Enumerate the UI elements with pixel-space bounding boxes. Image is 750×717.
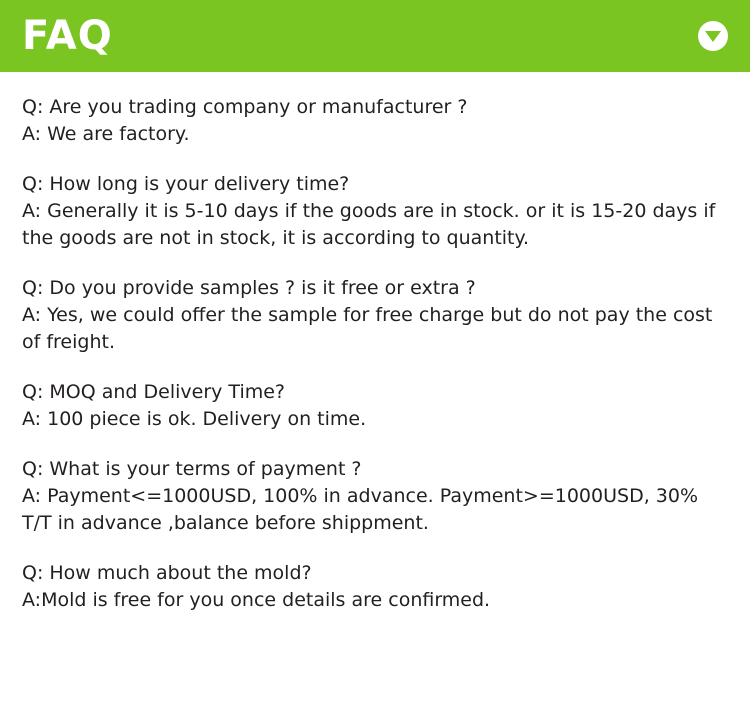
faq-answer: A: Generally it is 5-10 days if the goods are in stock. or it is 15-20 days if the goods are not in stock, it is according to quantity.: [22, 199, 716, 249]
faq-answer: A: 100 piece is ok. Delivery on time.: [22, 407, 367, 430]
faq-item: [22, 171, 730, 252]
faq-answer: A:Mold is free for you once details are confirmed.: [22, 588, 491, 611]
faq-question: Q: How much about the mold?: [22, 561, 312, 584]
faq-item: [22, 94, 730, 148]
faq-header: [0, 0, 750, 72]
faq-item: [22, 456, 730, 537]
faq-answer: A: Payment<=1000USD, 100% in advance. Payment>=1000USD, 30% T/T in advance ,balance before shippment.: [22, 484, 699, 534]
triangle-down-glyph: [705, 31, 721, 42]
triangle-down-icon: [698, 21, 728, 51]
faq-item: [22, 379, 730, 433]
faq-answer: A: We are factory.: [22, 122, 190, 145]
faq-list: [0, 72, 750, 614]
faq-question: Q: Do you provide samples ? is it free or extra ?: [22, 276, 476, 299]
faq-question: Q: What is your terms of payment ?: [22, 457, 362, 480]
faq-question: Q: MOQ and Delivery Time?: [22, 380, 286, 403]
faq-item: [22, 275, 730, 356]
faq-answer: A: Yes, we could offer the sample for free charge but do not pay the cost of freight.: [22, 303, 713, 353]
page-title: FAQ: [22, 13, 113, 59]
faq-question: Q: Are you trading company or manufacturer ?: [22, 96, 468, 118]
faq-question: Q: How long is your delivery time?: [22, 172, 350, 195]
faq-item: [22, 560, 730, 614]
